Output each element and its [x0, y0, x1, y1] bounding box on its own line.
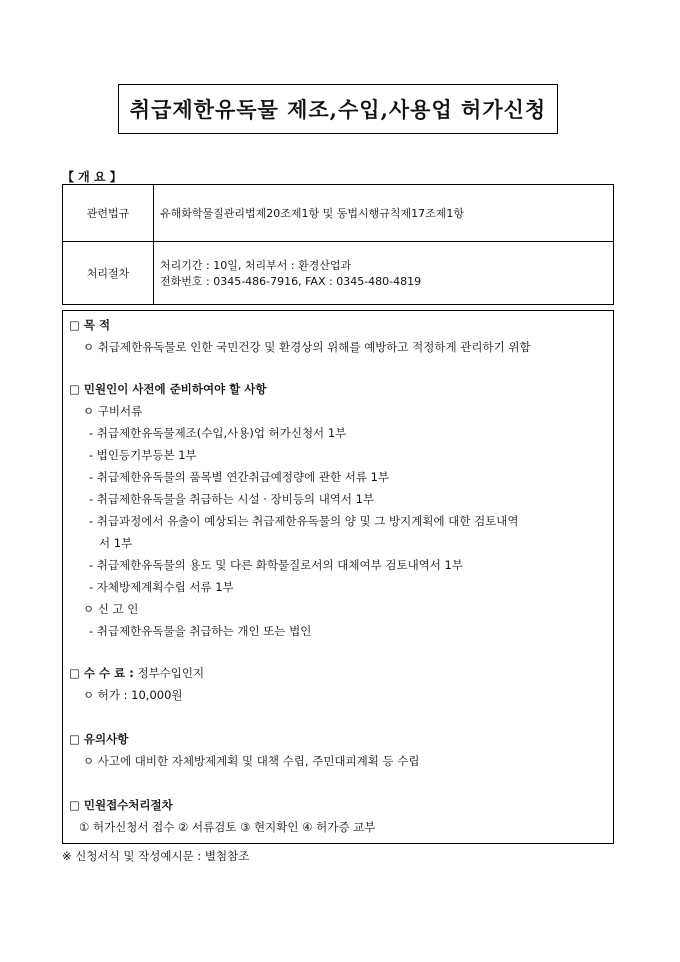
- overview-table: [62, 184, 614, 305]
- list-item-continued: 서 1부: [99, 536, 133, 550]
- list-item: - 취급제한유독물을 취급하는 시설 · 장비등의 내역서 1부: [89, 492, 375, 506]
- prep-heading: □ 민원인이 사전에 준비하여야 할 사항: [69, 382, 267, 396]
- docs-title: ㅇ 구비서류: [83, 404, 143, 418]
- list-item: - 취급제한유독물의 용도 및 다른 화학물질로서의 대체여부 검토내역서 1부: [89, 558, 463, 572]
- fee-item: ㅇ 허가 : 10,000원: [83, 688, 183, 702]
- table-row: [63, 242, 614, 305]
- procedure-heading: □ 민원접수처리절차: [69, 798, 173, 812]
- detail-box: [62, 310, 614, 844]
- process-value: [154, 242, 614, 305]
- caution-item: ㅇ 사고에 대비한 자체방제계획 및 대책 수립, 주민대피계획 등 수립: [83, 754, 420, 768]
- process-period: 처리기간 : 10일, 처리부서 : 환경산업과: [160, 259, 352, 272]
- footnote: ※ 신청서식 및 작성예시문 : 별첨참조: [62, 849, 250, 863]
- law-label: 관련법규: [63, 185, 154, 242]
- fee-heading: □ 수 수 료 :: [69, 666, 134, 680]
- fee-heading-line: [69, 665, 204, 681]
- law-value: 유해화학물질관리법제20조제1항 및 동법시행규칙제17조제1항: [154, 185, 614, 242]
- procedure-steps: ① 허가신청서 접수 ② 서류검토 ③ 현지확인 ④ 허가증 교부: [79, 820, 376, 834]
- process-label: 처리절차: [63, 242, 154, 305]
- table-row: [63, 185, 614, 242]
- applicant-title: ㅇ 신 고 인: [83, 602, 139, 616]
- list-item: - 자체방제계획수립 서류 1부: [89, 580, 234, 594]
- list-item: - 취급과정에서 유출이 예상되는 취급제한유독물의 양 및 그 방지계획에 대한 검토내역: [89, 514, 519, 528]
- fee-heading-value: 정부수입인지: [137, 666, 205, 680]
- list-item: - 취급제한유독물의 품목별 연간취급예정량에 관한 서류 1부: [89, 470, 390, 484]
- list-item: - 법인등기부등본 1부: [89, 448, 197, 462]
- applicant-item: - 취급제한유독물을 취급하는 개인 또는 법인: [89, 624, 312, 638]
- process-contact: 전화번호 : 0345-486-7916, FAX : 0345-480-4819: [160, 275, 422, 288]
- page-title: 취급제한유독물 제조,수입,사용업 허가신청: [118, 84, 558, 134]
- caution-heading: □ 유의사항: [69, 732, 129, 746]
- purpose-heading: □ 목 적: [69, 318, 111, 332]
- list-item: - 취급제한유독물제조(수입,사용)업 허가신청서 1부: [89, 426, 347, 440]
- overview-tag: 【 개 요 】: [62, 170, 122, 184]
- purpose-item: ㅇ 취급제한유독물로 인한 국민건강 및 환경상의 위해를 예방하고 적정하게 관리하기 위함: [83, 340, 531, 354]
